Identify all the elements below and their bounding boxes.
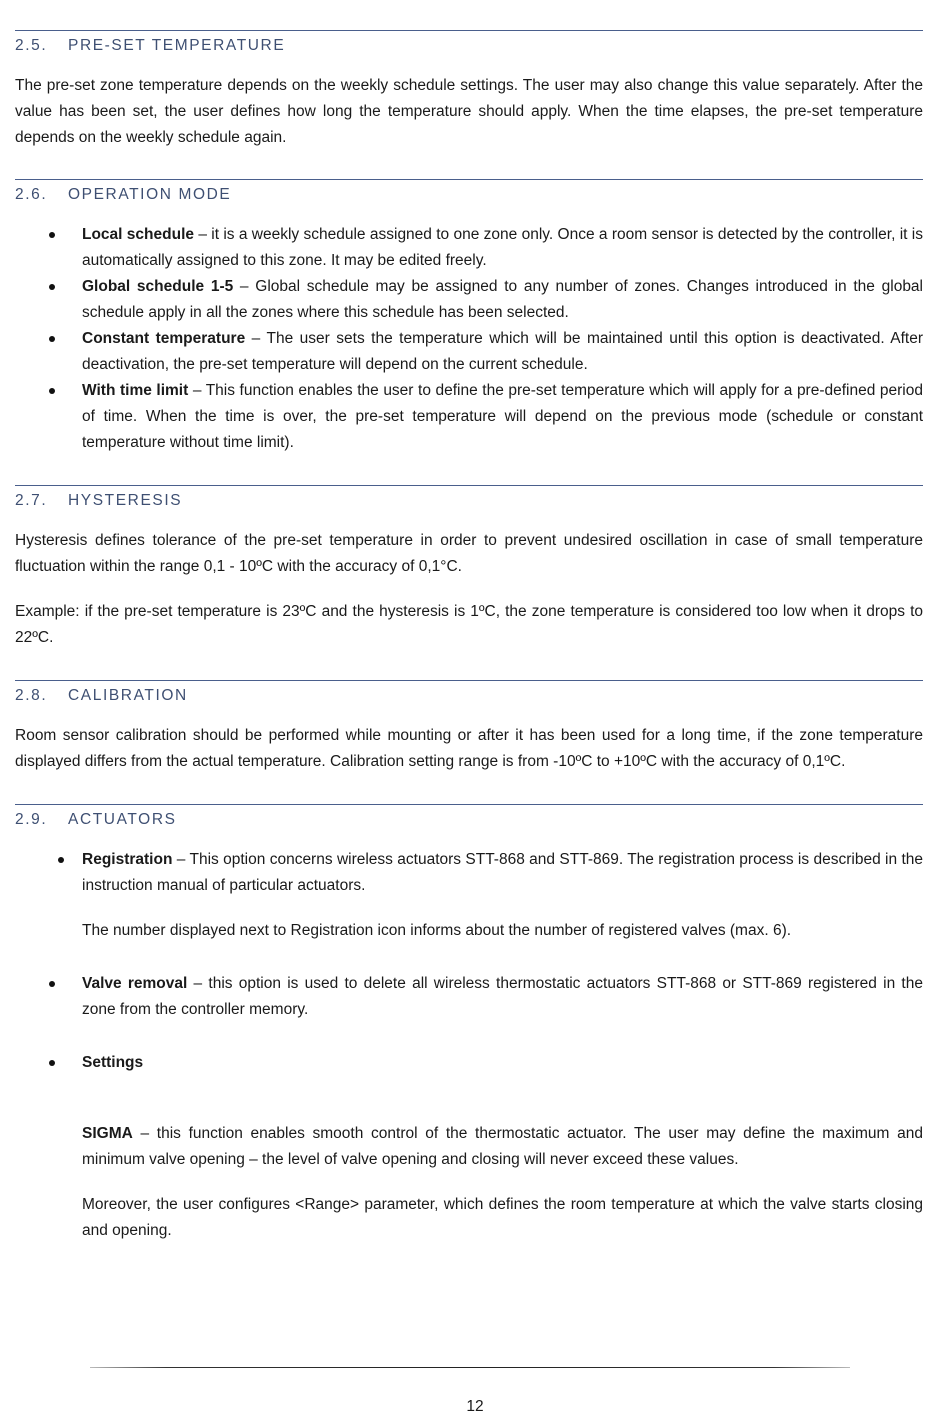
sigma-term: SIGMA	[82, 1125, 133, 1142]
list-text: – The user sets the temperature which will be maintained until this option is deactivated. After deactivation, the pre-set temperature will depend on the current schedule.	[82, 330, 923, 373]
section-number: 2.5.	[15, 37, 48, 54]
section-number: 2.7.	[15, 492, 48, 509]
list-term: Constant temperature	[82, 330, 246, 347]
section-title: ACTUATORS	[68, 811, 177, 828]
bullet-icon	[49, 1060, 55, 1066]
section-number: 2.8.	[15, 687, 48, 704]
list-item	[15, 326, 923, 378]
section-operation-mode	[15, 179, 923, 456]
section-hysteresis	[15, 485, 923, 651]
list-item	[15, 378, 923, 456]
registration-note: The number displayed next to Registration icon informs about the number of registered valves (max. 6).	[82, 922, 792, 939]
section-number: 2.9.	[15, 811, 48, 828]
paragraph: The pre-set zone temperature depends on the weekly schedule settings. The user may also change this value separately. After the value has been set, the user defines how long the temperature should apply. When the time elapses, the pre-set temperature depends on the weekly schedule again.	[15, 77, 923, 146]
section-title: HYSTERESIS	[68, 492, 183, 509]
page-number: 12	[466, 1398, 484, 1415]
section-heading	[15, 179, 923, 208]
section-heading	[15, 680, 923, 709]
list-term: Global schedule 1-5	[82, 278, 234, 295]
paragraph: Hysteresis defines tolerance of the pre-set temperature in order to prevent undesired oscillation in case of small temperature fluctuation within the range 0,1 - 10ºC with the accuracy of 0,1°C.	[15, 532, 923, 575]
list-term: Registration	[82, 851, 173, 868]
list-text: – This function enables the user to define the pre-set temperature which will apply for a pre-defined period of time. When the time is over, the pre-set temperature will depend on the previous mode (schedule or constant temperature without time limit).	[82, 382, 923, 451]
document-page	[15, 0, 923, 1244]
list-item	[15, 274, 923, 326]
bullet-icon	[49, 232, 55, 238]
section-calibration	[15, 680, 923, 775]
list-text: – This option concerns wireless actuators STT-868 and STT-869. The registration process is described in the instruction manual of particular actuators.	[82, 851, 923, 894]
list-item	[15, 971, 923, 1023]
bullet-icon	[58, 857, 64, 863]
bullet-icon	[49, 336, 55, 342]
paragraph: Example: if the pre-set temperature is 23ºC and the hysteresis is 1ºC, the zone temperature is considered too low when it drops to 22ºC.	[15, 603, 923, 646]
range-note: Moreover, the user configures <Range> parameter, which defines the room temperature at which the valve starts closing and opening.	[82, 1196, 923, 1239]
bullet-icon	[49, 388, 55, 394]
list-item	[15, 847, 923, 899]
paragraph: Room sensor calibration should be performed while mounting or after it has been used for a long time, if the zone temperature displayed differs from the actual temperature. Calibration setting range is from -10ºC to +10ºC with the accuracy of 0,1ºC.	[15, 727, 923, 770]
section-actuators	[15, 804, 923, 1244]
section-heading	[15, 485, 923, 514]
operation-mode-list	[15, 222, 923, 456]
bullet-icon	[49, 981, 55, 987]
list-term: Local schedule	[82, 226, 194, 243]
section-title: CALIBRATION	[68, 687, 188, 704]
list-text: – this option is used to delete all wireless thermostatic actuators STT-868 or STT-869 registered in the zone from the controller memory.	[82, 975, 923, 1018]
footer-divider	[90, 1367, 850, 1368]
actuators-list-2	[15, 971, 923, 1023]
section-title: OPERATION MODE	[68, 186, 232, 203]
bullet-icon	[49, 284, 55, 290]
list-item	[15, 1050, 923, 1076]
list-text: – Global schedule may be assigned to any number of zones. Changes introduced in the global schedule apply in all the zones where this schedule has been selected.	[82, 278, 923, 321]
list-term: Valve removal	[82, 975, 188, 992]
section-heading	[15, 30, 923, 59]
actuators-list-3	[15, 1050, 923, 1076]
section-title: PRE-SET TEMPERATURE	[68, 37, 286, 54]
list-text: – it is a weekly schedule assigned to one zone only. Once a room sensor is detected by the controller, it is automatically assigned to this zone. It may be edited freely.	[82, 226, 923, 269]
section-number: 2.6.	[15, 186, 48, 203]
section-heading	[15, 804, 923, 833]
sigma-paragraph	[15, 1121, 923, 1173]
list-term: Settings	[82, 1054, 144, 1071]
actuators-list	[15, 847, 923, 899]
section-preset-temperature	[15, 30, 923, 151]
list-term: With time limit	[82, 382, 189, 399]
list-item	[15, 222, 923, 274]
sigma-text: – this function enables smooth control of the thermostatic actuator. The user may define the maximum and minimum valve opening – the level of valve opening and closing will never exceed these values.	[82, 1125, 923, 1168]
